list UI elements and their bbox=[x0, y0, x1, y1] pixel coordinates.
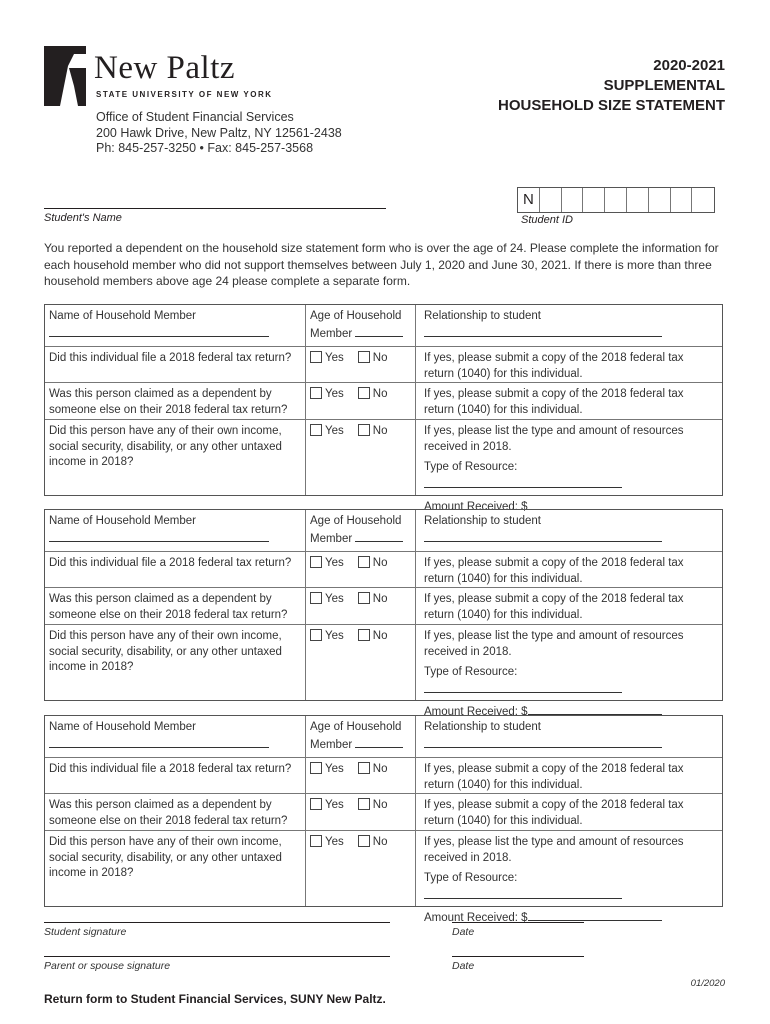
income-row bbox=[45, 831, 722, 924]
member-name-label: Name of Household Member bbox=[49, 515, 197, 527]
logo-mark bbox=[44, 46, 86, 106]
parent-date-label: Date bbox=[452, 960, 475, 972]
student-id-field[interactable] bbox=[517, 187, 715, 213]
q-claimed-dependent: Was this person claimed as a dependent by someone else on their 2018 federal tax return? bbox=[49, 593, 288, 621]
member-header-row bbox=[45, 305, 722, 347]
title-line: SUPPLEMENTAL bbox=[603, 77, 725, 94]
no-checkbox[interactable] bbox=[358, 592, 370, 604]
amount-label: Amount Received: $ bbox=[424, 706, 528, 718]
instructions: You reported a dependent on the household size statement form who is over the age of 24. Please complete the information for each household member who did not support themselves between July 1, 2020 and June 30, 2021. If there is more than three household members above age 24 please complete a separate form. bbox=[44, 241, 719, 288]
age-field[interactable] bbox=[355, 736, 403, 748]
income-row bbox=[45, 625, 722, 718]
tax-note: If yes, please submit a copy of the 2018 federal tax return (1040) for this individual. bbox=[424, 352, 684, 380]
yes-checkbox[interactable] bbox=[310, 835, 322, 847]
claimed-dependent-row bbox=[45, 794, 722, 831]
income-row bbox=[45, 420, 722, 513]
income-note: If yes, please list the type and amount of resources received in 2018. bbox=[424, 425, 684, 453]
no-label: No bbox=[372, 630, 388, 642]
office-line: Office of Student Financial Services bbox=[96, 110, 294, 124]
title-line: 2020-2021 bbox=[653, 57, 725, 74]
member-name-label: Name of Household Member bbox=[49, 310, 197, 322]
filed-tax-row bbox=[45, 552, 722, 588]
yes-checkbox[interactable] bbox=[310, 798, 322, 810]
student-id-label: Student ID bbox=[521, 214, 573, 226]
yes-label: Yes bbox=[325, 388, 344, 400]
type-label: Type of Resource: bbox=[424, 461, 518, 473]
member-header-row bbox=[45, 716, 722, 758]
no-label: No bbox=[372, 593, 388, 605]
resource-type-field[interactable] bbox=[424, 681, 622, 693]
no-label: No bbox=[372, 763, 388, 775]
office-address bbox=[96, 110, 342, 157]
age-label-2: Member bbox=[310, 327, 353, 340]
type-label: Type of Resource: bbox=[424, 666, 518, 678]
member-name-label: Name of Household Member bbox=[49, 721, 197, 733]
household-member-block-1 bbox=[44, 304, 723, 513]
id-box[interactable] bbox=[692, 188, 714, 212]
parent-signature-field[interactable] bbox=[44, 956, 390, 957]
yes-checkbox[interactable] bbox=[310, 762, 322, 774]
amount-label: Amount Received: $ bbox=[424, 501, 528, 513]
tax-note: If yes, please submit a copy of the 2018 federal tax return (1040) for this individual. bbox=[424, 799, 684, 827]
member-header-row bbox=[45, 510, 722, 552]
title-line: HOUSEHOLD SIZE STATEMENT bbox=[498, 97, 725, 114]
yes-label: Yes bbox=[325, 763, 344, 775]
id-box[interactable] bbox=[540, 188, 562, 212]
yes-checkbox[interactable] bbox=[310, 592, 322, 604]
office-line: 200 Hawk Drive, New Paltz, NY 12561-2438 bbox=[96, 125, 342, 140]
id-box-prefix: N bbox=[518, 188, 540, 212]
filed-tax-row bbox=[45, 758, 722, 794]
tax-note: If yes, please submit a copy of the 2018 federal tax return (1040) for this individual. bbox=[424, 763, 684, 791]
id-box[interactable] bbox=[562, 188, 584, 212]
claimed-dependent-row bbox=[45, 588, 722, 625]
no-checkbox[interactable] bbox=[358, 351, 370, 363]
tax-note: If yes, please submit a copy of the 2018 federal tax return (1040) for this individual. bbox=[424, 388, 684, 416]
filed-tax-row bbox=[45, 347, 722, 383]
form-number: 01/2020 bbox=[690, 978, 725, 989]
q-income: Did this person have any of their own income, social security, disability, or any other untaxed income in 2018? bbox=[49, 425, 282, 468]
id-box[interactable] bbox=[627, 188, 649, 212]
q-income: Did this person have any of their own income, social security, disability, or any other untaxed income in 2018? bbox=[49, 836, 282, 879]
yes-checkbox[interactable] bbox=[310, 351, 322, 363]
income-note: If yes, please list the type and amount of resources received in 2018. bbox=[424, 836, 684, 864]
claimed-dependent-row bbox=[45, 383, 722, 420]
yes-label: Yes bbox=[325, 836, 344, 848]
no-label: No bbox=[372, 836, 388, 848]
yes-checkbox[interactable] bbox=[310, 387, 322, 399]
no-label: No bbox=[372, 557, 388, 569]
parent-signature-label: Parent or spouse signature bbox=[44, 960, 171, 972]
age-label-2: Member bbox=[310, 738, 353, 751]
member-name-field[interactable] bbox=[49, 325, 269, 337]
no-checkbox[interactable] bbox=[358, 424, 370, 436]
age-label: Age of Household bbox=[310, 310, 402, 322]
no-label: No bbox=[372, 352, 388, 364]
parent-date-field[interactable] bbox=[452, 956, 584, 957]
yes-checkbox[interactable] bbox=[310, 424, 322, 436]
resource-type-field[interactable] bbox=[424, 887, 622, 899]
no-checkbox[interactable] bbox=[358, 798, 370, 810]
yes-label: Yes bbox=[325, 630, 344, 642]
yes-checkbox[interactable] bbox=[310, 556, 322, 568]
age-field[interactable] bbox=[355, 530, 403, 542]
amount-field[interactable] bbox=[528, 909, 662, 921]
q-income: Did this person have any of their own income, social security, disability, or any other untaxed income in 2018? bbox=[49, 630, 282, 673]
amount-label: Amount Received: $ bbox=[424, 912, 528, 924]
logo-name: New Paltz bbox=[94, 50, 236, 86]
no-label: No bbox=[372, 799, 388, 811]
student-signature-field[interactable] bbox=[44, 922, 390, 923]
q-claimed-dependent: Was this person claimed as a dependent by someone else on their 2018 federal tax return? bbox=[49, 799, 288, 827]
id-box[interactable] bbox=[605, 188, 627, 212]
id-box[interactable] bbox=[649, 188, 671, 212]
age-label-2: Member bbox=[310, 532, 353, 545]
q-filed-tax: Did this individual file a 2018 federal tax return? bbox=[49, 763, 292, 775]
yes-label: Yes bbox=[325, 425, 344, 437]
age-label: Age of Household bbox=[310, 515, 402, 527]
resource-type-field[interactable] bbox=[424, 476, 622, 488]
no-checkbox[interactable] bbox=[358, 835, 370, 847]
relationship-label: Relationship to student bbox=[424, 515, 541, 527]
hawk-logo-icon bbox=[44, 46, 86, 106]
logo-subtitle: STATE UNIVERSITY OF NEW YORK bbox=[96, 90, 273, 99]
q-filed-tax: Did this individual file a 2018 federal tax return? bbox=[49, 557, 292, 569]
household-member-block-2 bbox=[44, 509, 723, 718]
form-title bbox=[498, 56, 725, 116]
return-instructions: Return form to Student Financial Services, SUNY New Paltz. bbox=[44, 992, 386, 1006]
yes-checkbox[interactable] bbox=[310, 629, 322, 641]
yes-label: Yes bbox=[325, 352, 344, 364]
student-name-field[interactable] bbox=[44, 208, 386, 209]
relationship-label: Relationship to student bbox=[424, 310, 541, 322]
amount-field[interactable] bbox=[528, 703, 662, 715]
no-checkbox[interactable] bbox=[358, 387, 370, 399]
type-label: Type of Resource: bbox=[424, 872, 518, 884]
id-box[interactable] bbox=[583, 188, 605, 212]
id-box[interactable] bbox=[671, 188, 693, 212]
no-checkbox[interactable] bbox=[358, 629, 370, 641]
member-name-field[interactable] bbox=[49, 530, 269, 542]
yes-label: Yes bbox=[325, 799, 344, 811]
no-checkbox[interactable] bbox=[358, 556, 370, 568]
household-member-block-3 bbox=[44, 715, 723, 924]
yes-label: Yes bbox=[325, 593, 344, 605]
relationship-label: Relationship to student bbox=[424, 721, 541, 733]
student-date-field[interactable] bbox=[452, 922, 584, 923]
student-name-label: Student's Name bbox=[44, 212, 122, 224]
relationship-field[interactable] bbox=[424, 325, 662, 337]
yes-label: Yes bbox=[325, 557, 344, 569]
income-note: If yes, please list the type and amount of resources received in 2018. bbox=[424, 630, 684, 658]
age-field[interactable] bbox=[355, 325, 403, 337]
q-filed-tax: Did this individual file a 2018 federal tax return? bbox=[49, 352, 292, 364]
student-signature-label: Student signature bbox=[44, 926, 127, 938]
tax-note: If yes, please submit a copy of the 2018 federal tax return (1040) for this individual. bbox=[424, 593, 684, 621]
relationship-field[interactable] bbox=[424, 530, 662, 542]
no-label: No bbox=[372, 388, 388, 400]
no-checkbox[interactable] bbox=[358, 762, 370, 774]
student-date-label: Date bbox=[452, 926, 475, 938]
office-line: Ph: 845-257-3250 • Fax: 845-257-3568 bbox=[96, 141, 314, 155]
no-label: No bbox=[372, 425, 388, 437]
q-claimed-dependent: Was this person claimed as a dependent by someone else on their 2018 federal tax return? bbox=[49, 388, 288, 416]
member-name-field[interactable] bbox=[49, 736, 269, 748]
tax-note: If yes, please submit a copy of the 2018 federal tax return (1040) for this individual. bbox=[424, 557, 684, 585]
age-label: Age of Household bbox=[310, 721, 402, 733]
relationship-field[interactable] bbox=[424, 736, 662, 748]
